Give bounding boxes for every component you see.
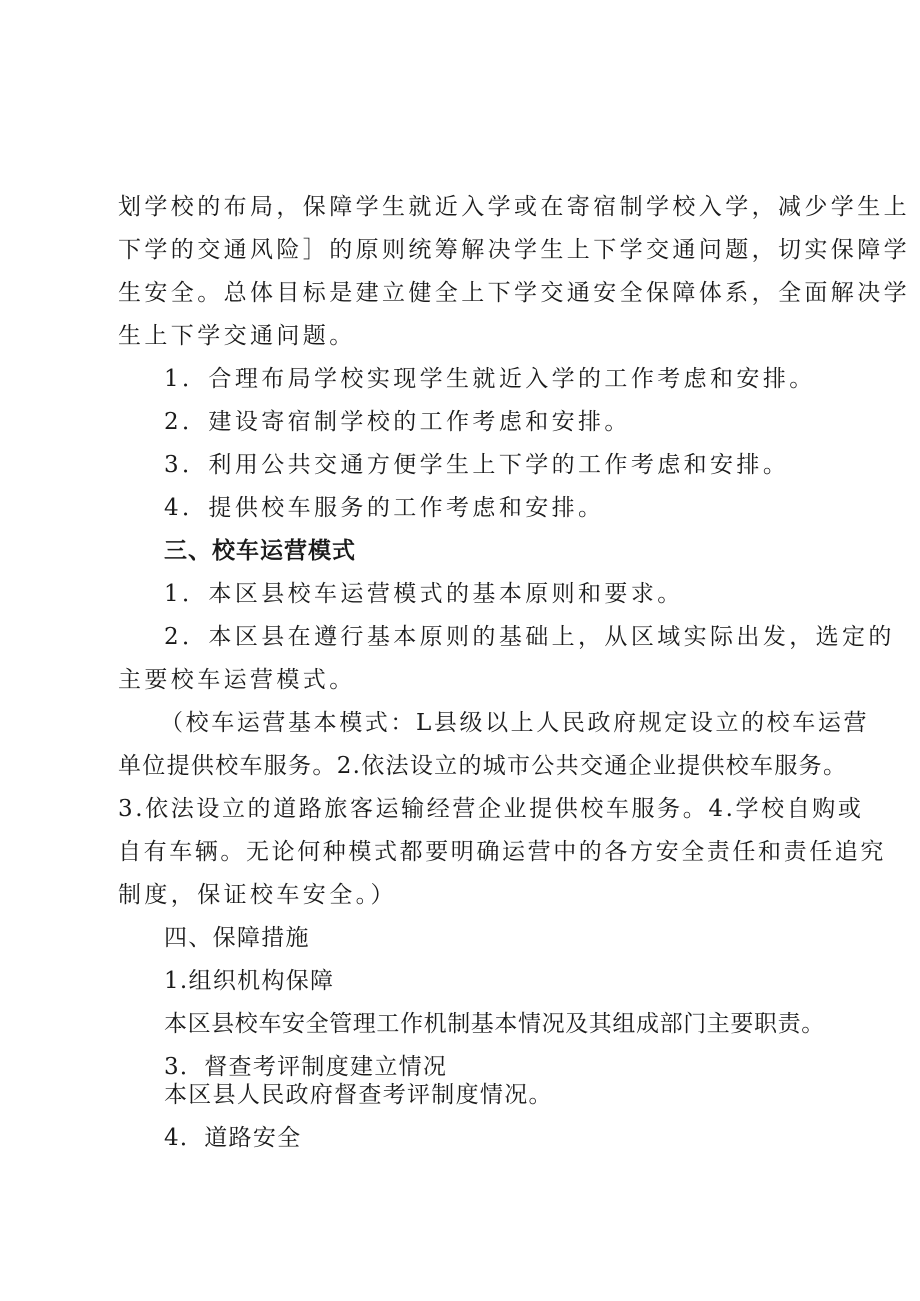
list-item: 1．合理布局学校实现学生就近入学的工作考虑和安排。 <box>164 366 816 392</box>
section-heading: 四、保障措施 <box>164 925 310 951</box>
note-line: 自有车辆。无论何种模式都要明确运营中的各方安全责任和责任追究 <box>118 839 886 865</box>
paragraph-line: 本区县人民政府督查考评制度情况。 <box>164 1082 553 1108</box>
list-item: 4．提供校车服务的工作考虑和安排。 <box>164 495 605 521</box>
paragraph-line: 主要校车运营模式。 <box>118 667 356 693</box>
list-item: 1．本区县校车运营模式的基本原则和要求。 <box>164 581 684 607</box>
paragraph-line: 生上下学交通问题。 <box>118 323 356 349</box>
list-item: 1.组织机构保障 <box>164 968 335 994</box>
list-item: 4．道路安全 <box>164 1125 302 1151</box>
paragraph-line: 划学校的布局，保障学生就近入学或在寄宿制学校入学，减少学生上 <box>118 194 910 220</box>
list-item: 3．利用公共交通方便学生上下学的工作考虑和安排。 <box>164 452 790 478</box>
list-item: 2．建设寄宿制学校的工作考虑和安排。 <box>164 409 631 435</box>
paragraph-line: 本区县校车安全管理工作机制基本情况及其组成部门主要职责。 <box>164 1011 825 1037</box>
paragraph-line: 下学的交通风险］的原则统筹解决学生上下学交通问题，切实保障学 <box>118 237 910 263</box>
note-line: （校车运营基本模式：L县级以上人民政府规定设立的校车运营 <box>160 710 870 736</box>
paragraph-line: 生安全。总体目标是建立健全上下学交通安全保障体系，全面解决学 <box>118 280 910 306</box>
note-line: 单位提供校车服务。2.依法设立的城市公共交通企业提供校车服务。 <box>118 753 848 779</box>
note-line: 制度，保证校车安全。） <box>118 882 397 908</box>
list-item: 2．本区县在遵行基本原则的基础上，从区域实际出发，选定的 <box>164 624 895 650</box>
list-item: 3．督查考评制度建立情况 <box>164 1054 448 1080</box>
section-heading: 三、校车运营模式 <box>164 538 356 564</box>
note-line: 3.依法设立的道路旅客运输经营企业提供校车服务。4.学校自购或 <box>118 796 864 822</box>
